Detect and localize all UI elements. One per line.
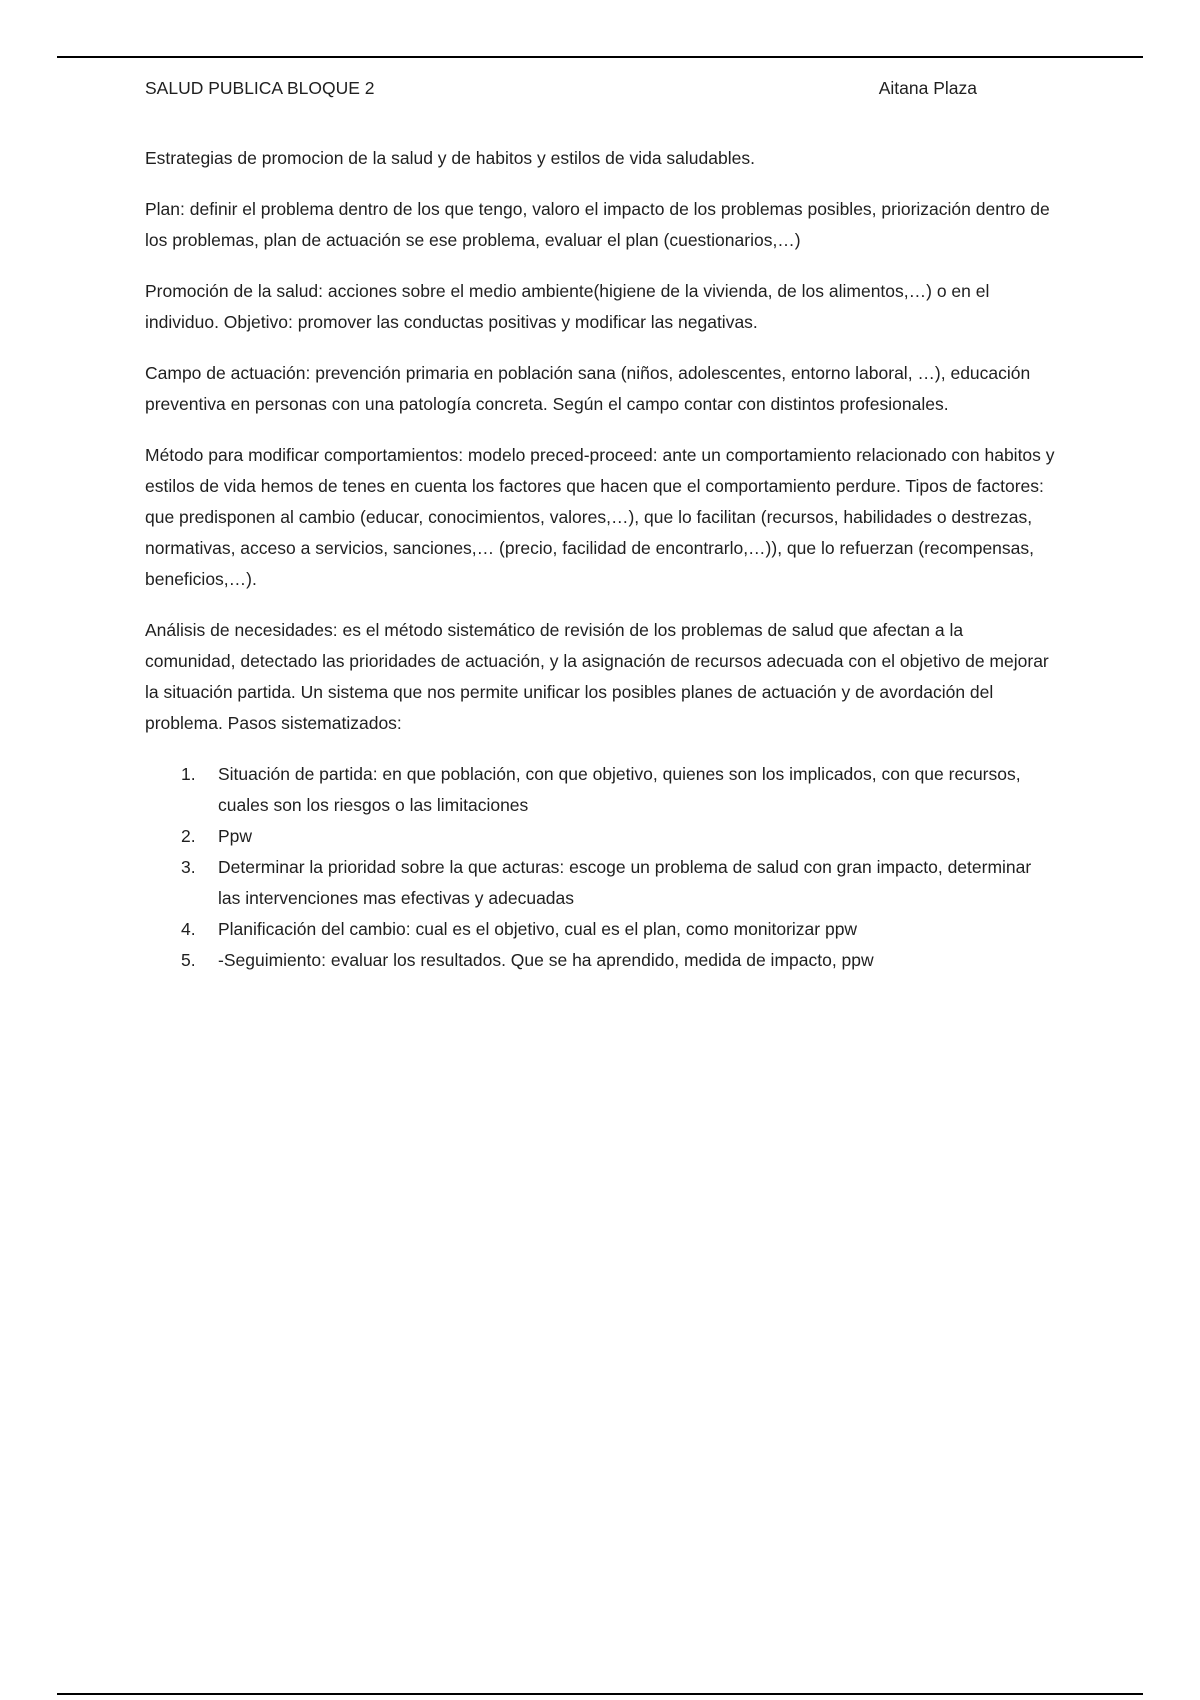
- paragraph-promocion: Promoción de la salud: acciones sobre el medio ambiente(higiene de la vivienda, de los alimentos,…) o en el individuo. Objetivo: promover las conductas positivas y modificar las negativas.: [145, 281, 990, 332]
- list-item-number: 1.: [181, 764, 196, 784]
- list-item-text: Situación de partida: en que población, con que objetivo, quienes son los implicados, con que recursos, cuales son los riesgos o las limitaciones: [218, 764, 1021, 815]
- list-item-number: 4.: [181, 919, 196, 939]
- paragraph-campo: Campo de actuación: prevención primaria en población sana (niños, adolescentes, entorno laboral, …), educación preventiva en personas con una patología concreta. Según el campo contar con distintos profesionales.: [145, 363, 1031, 414]
- header-rule: [57, 56, 1143, 58]
- list-item: [145, 945, 1055, 976]
- page-header: [145, 74, 977, 102]
- document-title: SALUD PUBLICA BLOQUE 2: [145, 78, 375, 98]
- list-item-number: 3.: [181, 857, 196, 877]
- paragraph-analisis: Análisis de necesidades: es el método sistemático de revisión de los problemas de salud que afectan a la comunidad, detectado las prioridades de actuación, y la asignación de recursos adecuada con el objetivo de mejorar la situación partida. Un sistema que nos permite unificar los posibles planes de actuación y de avordación del problema. Pasos sistematizados:: [145, 620, 1049, 733]
- list-item-number: 5.: [181, 950, 196, 970]
- list-item: [145, 821, 1055, 852]
- paragraph-intro: Estrategias de promocion de la salud y de habitos y estilos de vida saludables.: [145, 148, 755, 168]
- author-name: Aitana Plaza: [878, 78, 977, 98]
- list-item: [145, 852, 1055, 914]
- document-body: [145, 143, 1055, 976]
- list-item-text: Ppw: [218, 826, 253, 846]
- list-item-text: Determinar la prioridad sobre la que acturas: escoge un problema de salud con gran impacto, determinar las intervenciones mas efectivas y adecuadas: [218, 857, 1032, 908]
- list-item-text: Planificación del cambio: cual es el objetivo, cual es el plan, como monitorizar ppw: [218, 919, 858, 939]
- list-item: [145, 759, 1055, 821]
- footer-rule: [57, 1693, 1143, 1695]
- list-item-text: -Seguimiento: evaluar los resultados. Que se ha aprendido, medida de impacto, ppw: [218, 950, 874, 970]
- list-item-number: 2.: [181, 826, 196, 846]
- list-item: [145, 914, 1055, 945]
- paragraph-metodo: Método para modificar comportamientos: modelo preced-proceed: ante un comportamiento relacionado con habitos y estilos de vida hemos de tenes en cuenta los factores que hacen que el comportamiento perdure. Tipos de factores: que predisponen al cambio (educar, conocimientos, valores,…), que lo facilitan (recursos, habilidades o destrezas, normativas, acceso a servicios, sanciones,… (precio, facilidad de encontrarlo,…)), que lo refuerzan (recompensas, beneficios,…).: [145, 445, 1055, 589]
- steps-list: [145, 759, 1055, 976]
- paragraph-plan: Plan: definir el problema dentro de los que tengo, valoro el impacto de los problemas posibles, priorización dentro de los problemas, plan de actuación se ese problema, evaluar el plan (cuestionarios,…): [145, 199, 1050, 250]
